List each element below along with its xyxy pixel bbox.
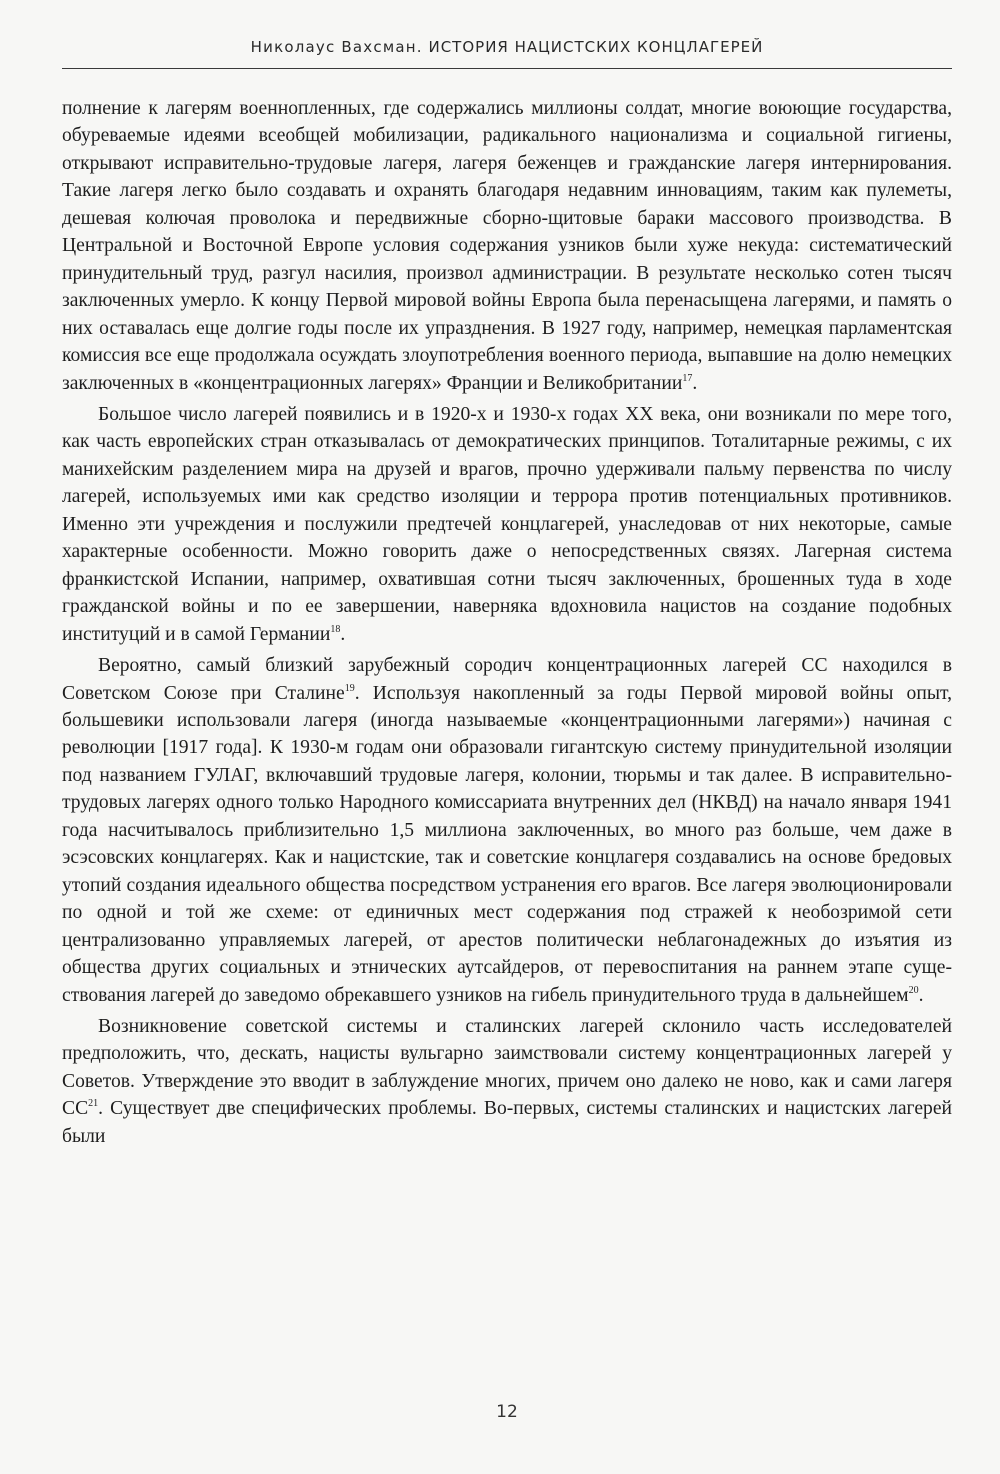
running-head (62, 38, 952, 56)
body-text (62, 95, 952, 1150)
footnote-ref-19: 19 (344, 682, 355, 694)
paragraph-1-tail: . (692, 372, 698, 394)
book-page (62, 0, 952, 1474)
header-rule (62, 68, 952, 69)
paragraph-3-tail: . Используя накопленный за годы Первой мировой войны опыт, большевики использовали лагеря (иногда называемые «концентрационными лагерями») начиная с революции [1917 года]. К 1930-м годам они образовали гигантскую систему принудительной изоляции под названием ГУЛАГ, включавший трудовые лагеря, колонии, тюрьмы и так далее. В исправительно-трудовых лагерях одного только Народного комиссариата внутренних дел (НКВД) на начало января 1941 года насчитывалось приблизительно 1,5 миллиона заключенных, во много раз больше, чем даже в эсэсовских концлагерях. Как и нацистские, так и советские концлагеря создавались на основе бредовых утопий создания идеального общества посредством устранения его врагов. Все лагеря эволюционировали по одной и той же схеме: от единичных мест содержания под стражей к необозримой сети централизованно управляемых лагерей, от арестов политически неблагонадежных до изъятия из общества других социальных и этнических аутсайдеров, от перевоспитания на раннем этапе существования лагерей до заведомо обрекавшего узников на гибель принудительного труда в дальнейшем (62, 682, 952, 1006)
paragraph-3-end: . (918, 984, 924, 1006)
paragraph-1-text: полнение к лагерям военнопленных, где содержались миллионы солдат, многие воюющие государства, обуреваемые идеями всеобщей мобилизации, радикального национализма и социальной гигиены, открывают исправительно-трудовые лагеря, лагеря беженцев и гражданские лагеря интернирования. Такие лагеря легко было создавать и охранять благодаря недавним инновациям, таким как пулеметы, дешевая колючая проволока и передвижные сборно-щитовые бараки массового производства. В Центральной и Восточной Европе условия содержания узников были хуже некуда: систематический принудительный труд, разгул насилия, произвол администрации. В результате несколько сотен тысяч заключенных умерло. К концу Первой мировой войны Европа была перенасыщена лагерями, и память о них оставалась еще долгие годы после их упразднения. В 1927 году, например, немецкая парламентская комиссия все еще продолжала осуждать злоупотребления военного периода, выпавшие на долю немецких заключенных в «концентрационных лагерях» Франции и Великобритании (62, 98, 952, 394)
paragraph-3 (62, 652, 952, 1009)
paragraph-1 (62, 95, 952, 397)
paragraph-2-tail: . (340, 623, 346, 645)
paragraph-4-text: Возникновение советской системы и сталинских лагерей склонило часть исследователей предположить, что, дескать, нацисты вульгарно заимствовали систему концентрационных лагерей у Советов. Утверждение это вводит в заблуждение многих, причем оно далеко не ново, как и сами лагеря СС (62, 1015, 952, 1120)
footnote-ref-20: 20 (908, 984, 919, 996)
page-number: 12 (496, 1402, 518, 1422)
running-head-title: ИСТОРИЯ НАЦИСТСКИХ КОНЦЛАГЕРЕЙ (428, 38, 764, 56)
paragraph-3-text: Вероятно, самый близкий зарубежный сородич концентрационных лагерей СС находился в Советском Союзе при Сталине (62, 655, 952, 704)
footnote-ref-17: 17 (682, 372, 693, 384)
running-head-author: Николаус Вахсман. (250, 38, 423, 56)
paragraph-2-text: Большое число лагерей появились и в 1920-х и 1930-х годах XX века, они возникали по мере того, как часть европейских стран отказывалась от демократических принципов. Тоталитарные режимы, с их манихейским разделением мира на друзей и врагов, прочно удерживали пальму первенства по числу лагерей, используемых ими как средство изоляции и террора против потенциальных противников. Именно эти учреждения и послужили предтечей концлагерей, унаследовав от них некоторые, самые характерные особенности. Можно говорить даже о непосредственных связях. Лагерная система франкистской Испании, например, охватившая сотни тысяч заключенных, брошенных туда в ходе гражданской войны и по ее завершении, наверняка вдохновила нацистов на создание подобных институций и в самой Германии (62, 403, 952, 645)
footnote-ref-18: 18 (330, 623, 341, 635)
paragraph-4-tail: . Существует две специфических проблемы. Во-первых, системы сталинских и нацистских лагерей были (62, 1098, 952, 1147)
paragraph-4 (62, 1013, 952, 1150)
footnote-ref-21: 21 (88, 1098, 99, 1110)
paragraph-2 (62, 401, 952, 648)
